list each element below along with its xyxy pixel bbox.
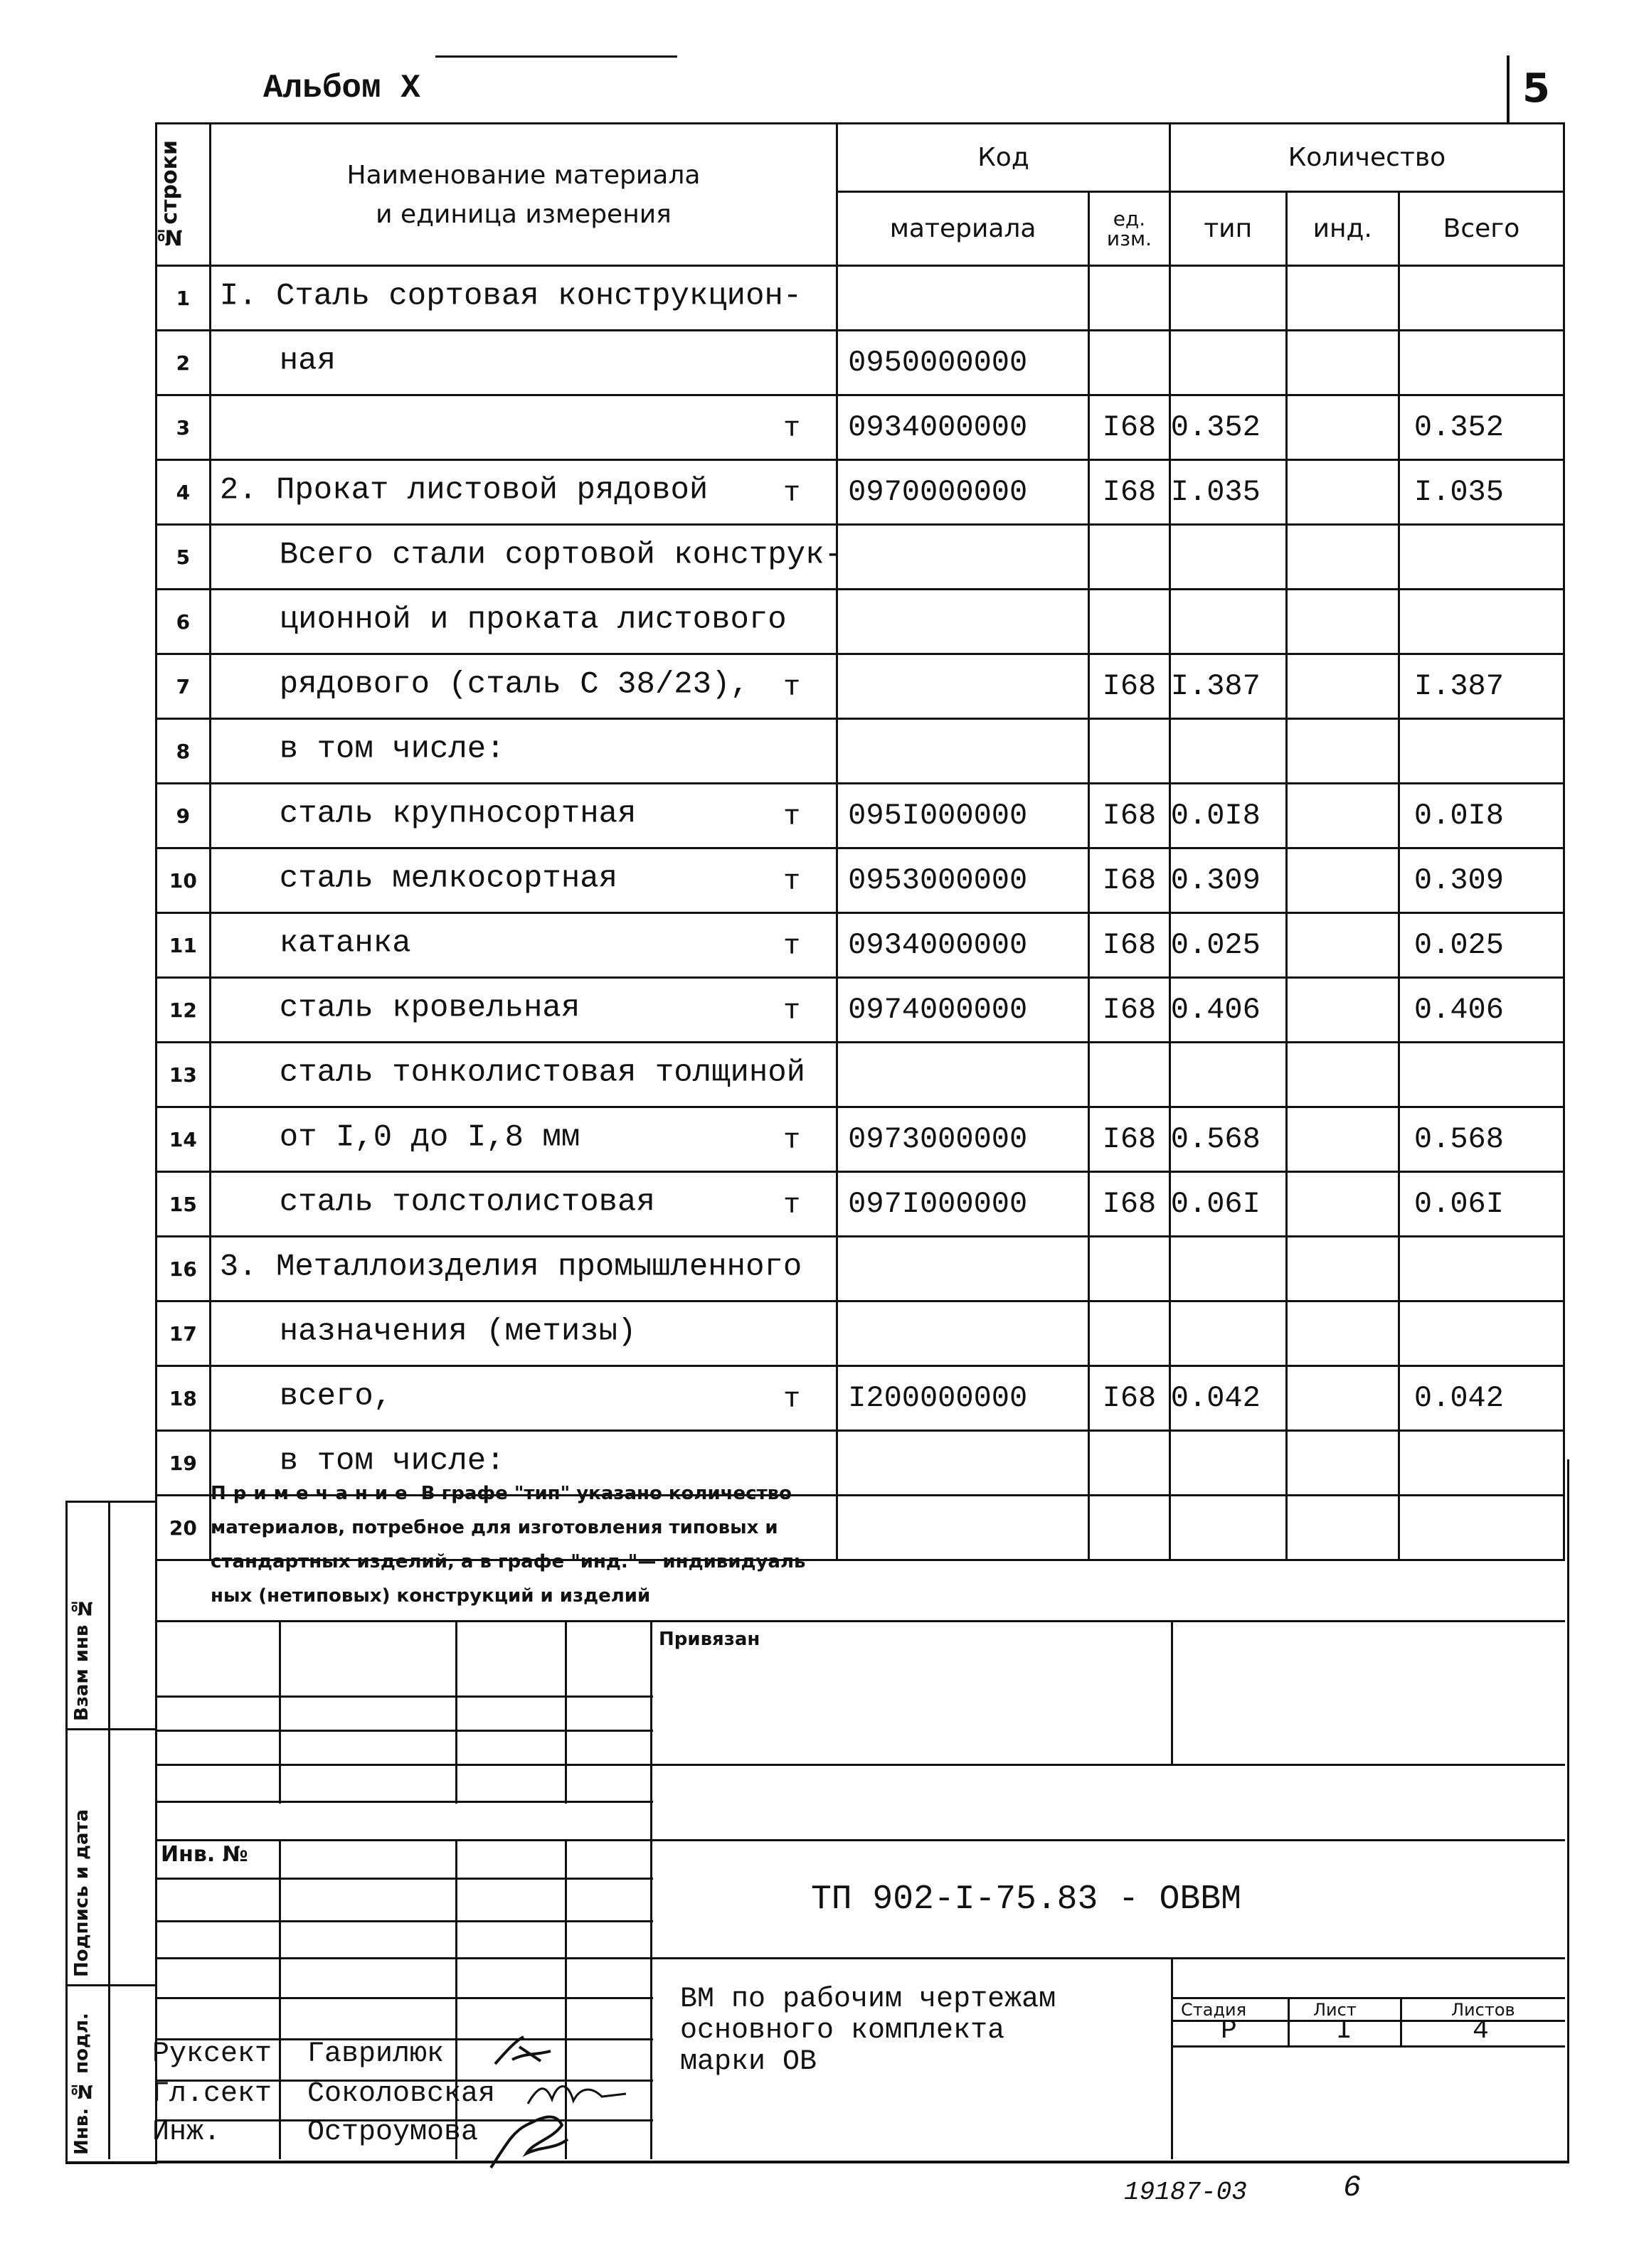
material-unit: т: [783, 412, 801, 445]
material-code: 0934000000: [837, 395, 1089, 460]
qty-ind: [1286, 978, 1399, 1043]
unit-code: I68: [1089, 1172, 1170, 1237]
qty-ind: [1286, 719, 1399, 784]
qty-tip: 0.406: [1169, 978, 1286, 1043]
table-row: [157, 654, 1564, 719]
material-name-cell: [210, 978, 837, 1043]
material-name: 2. Прокат листовой рядовой: [219, 472, 709, 509]
material-code: 097I000000: [837, 1172, 1089, 1237]
material-name-cell: [210, 525, 843, 590]
album-title: Альбом X: [263, 70, 420, 107]
qty-total: 0.406: [1399, 978, 1564, 1043]
tb-line: [1171, 1957, 1173, 2159]
top-rule: [435, 55, 677, 58]
material-code: 0953000000: [837, 848, 1089, 913]
material-code: 0974000000: [837, 978, 1089, 1043]
signature-mark-3: [484, 2104, 576, 2175]
material-code: 0970000000: [837, 460, 1089, 525]
strip-divider: [65, 1728, 155, 1730]
unit-code: [1089, 1043, 1170, 1107]
material-name-cell: [210, 1172, 837, 1237]
material-code: 0973000000: [837, 1107, 1089, 1172]
qty-ind: [1286, 1107, 1399, 1172]
qty-total: [1399, 1237, 1564, 1301]
material-name-cell: [210, 590, 837, 654]
row-number: 12: [157, 978, 211, 1043]
table-row: [157, 266, 1564, 331]
material-unit: т: [783, 930, 801, 963]
unit-code: I68: [1089, 654, 1170, 719]
material-code: 0950000000: [837, 331, 1089, 395]
table-row: [157, 784, 1564, 848]
row-number: 16: [157, 1237, 211, 1301]
tb-line: [155, 1920, 653, 1922]
qty-tip: I.035: [1169, 460, 1286, 525]
row-number: 13: [157, 1043, 211, 1107]
document-title: [680, 1984, 1056, 2078]
material-name-cell: [210, 654, 837, 719]
qty-ind: [1286, 1237, 1399, 1301]
material-unit: т: [783, 1124, 801, 1157]
document-title-line2: основного комплекта: [680, 2015, 1005, 2047]
qty-total: [1399, 1301, 1564, 1366]
stage-value: Р: [1221, 2016, 1237, 2046]
table-body: [157, 266, 1564, 1560]
signatory-role-2: Гл.сект: [152, 2078, 272, 2110]
qty-total: 0.025: [1399, 913, 1564, 978]
unit-code: [1089, 590, 1170, 654]
material-name: в том числе:: [279, 1443, 505, 1479]
material-unit: т: [783, 866, 801, 898]
header-code-material: материала: [837, 192, 1089, 266]
signature-mark-1: [491, 2031, 555, 2074]
unit-code: I68: [1089, 848, 1170, 913]
qty-tip: [1169, 525, 1286, 590]
material-name-cell: [210, 395, 837, 460]
material-code: [837, 1043, 1089, 1107]
unit-code: [1089, 266, 1170, 331]
sheets-value: 4: [1473, 2016, 1489, 2046]
tb-line: [155, 1730, 653, 1732]
row-number: 8: [157, 719, 211, 784]
sheet-number: 6: [1343, 2171, 1362, 2205]
table-row: [157, 525, 1564, 590]
material-code: [837, 590, 1089, 654]
note-line3: стандартных изделий, а в графе "инд."— индивидуаль: [211, 1551, 806, 1572]
material-name-cell: [210, 913, 837, 978]
material-name: назначения (метизы): [279, 1314, 637, 1350]
qty-ind: [1286, 266, 1399, 331]
tb-line: [155, 1764, 1565, 1766]
strip-label-signature: Подпись и дата: [71, 1809, 92, 1977]
tb-line: [650, 1620, 652, 2159]
unit-code: [1089, 1237, 1170, 1301]
tb-line: [155, 1801, 653, 1803]
row-number: 19: [157, 1431, 211, 1496]
qty-total: [1399, 590, 1564, 654]
qty-total: 0.06I: [1399, 1172, 1564, 1237]
material-name: I. Сталь сортовая конструкцион-: [219, 278, 802, 314]
qty-tip: 0.042: [1169, 1366, 1286, 1431]
table-row: [157, 1107, 1564, 1172]
material-name-cell: [210, 331, 837, 395]
note-line2: материалов, потребное для изготовления типовых и: [211, 1517, 778, 1538]
qty-ind: [1286, 525, 1399, 590]
signatory-role-1: Руксект: [152, 2038, 272, 2070]
material-name: ная: [279, 343, 336, 379]
tb-line: [155, 1878, 653, 1880]
qty-tip: 0.0I8: [1169, 784, 1286, 848]
tb-line: [565, 1620, 567, 1804]
material-code: [837, 266, 1089, 331]
table-row: [157, 331, 1564, 395]
header-qty-total: Всего: [1399, 192, 1564, 266]
material-name: катанка: [279, 925, 411, 962]
materials-table: [155, 122, 1565, 1561]
tb-line: [1171, 1620, 1173, 1764]
sheet-label: Лист: [1313, 2000, 1357, 2020]
tb-line: [279, 1839, 281, 2159]
material-name-cell: [210, 784, 837, 848]
qty-tip: 0.309: [1169, 848, 1286, 913]
material-name: сталь кровельная: [279, 990, 580, 1026]
material-name-cell: [210, 1107, 837, 1172]
material-name: сталь мелкосортная: [279, 861, 618, 897]
header-name-line2: и единица измерения: [376, 199, 672, 229]
material-code: [837, 654, 1089, 719]
qty-ind: [1286, 913, 1399, 978]
qty-ind: [1286, 784, 1399, 848]
table-row: [157, 1237, 1564, 1301]
tb-line: [1400, 1997, 1402, 2045]
header-qty-ind: инд.: [1286, 192, 1399, 266]
unit-code: I68: [1089, 784, 1170, 848]
row-number: 6: [157, 590, 211, 654]
qty-ind: [1286, 1172, 1399, 1237]
qty-total: [1399, 266, 1564, 331]
qty-tip: I.387: [1169, 654, 1286, 719]
material-name: 3. Металлоизделия промышленного: [219, 1249, 802, 1285]
qty-total: I.035: [1399, 460, 1564, 525]
note-line4: ных (нетиповых) конструкций и изделий: [211, 1585, 651, 1607]
strip-divider: [65, 1984, 155, 1986]
material-name-cell: [210, 266, 837, 331]
qty-total: 0.352: [1399, 395, 1564, 460]
table-row: [157, 1043, 1564, 1107]
material-name-cell: [210, 460, 837, 525]
qty-total: 0.042: [1399, 1366, 1564, 1431]
row-number: 3: [157, 395, 211, 460]
qty-tip: 0.352: [1169, 395, 1286, 460]
tb-line: [455, 1620, 457, 1804]
header-name: [210, 124, 837, 266]
note-line1: В графе "тип" указано количество: [420, 1483, 792, 1504]
row-number: 20: [157, 1496, 211, 1560]
header-quantity: Количество: [1169, 124, 1564, 192]
qty-tip: [1169, 266, 1286, 331]
material-unit: т: [783, 671, 801, 704]
material-code: 0934000000: [837, 913, 1089, 978]
signatory-role-3: Инж.: [152, 2117, 221, 2149]
unit-code: [1089, 719, 1170, 784]
qty-tip: 0.568: [1169, 1107, 1286, 1172]
material-name: от I,0 до I,8 мм: [279, 1119, 580, 1156]
material-name: сталь толстолистовая: [279, 1184, 655, 1220]
qty-tip: [1169, 1301, 1286, 1366]
material-name: сталь крупносортная: [279, 796, 637, 832]
material-name: Всего стали сортовой конструк-: [279, 537, 843, 573]
note-title: Примечание: [211, 1483, 415, 1504]
qty-tip: [1169, 1237, 1286, 1301]
qty-tip: [1169, 331, 1286, 395]
material-code: [837, 1301, 1089, 1366]
row-number: 17: [157, 1301, 211, 1366]
tb-line: [155, 1997, 653, 1999]
header-code: Код: [837, 124, 1170, 192]
table-row: [157, 1301, 1564, 1366]
row-number: 7: [157, 654, 211, 719]
header-row-number: [157, 124, 211, 266]
unit-code: I68: [1089, 1107, 1170, 1172]
header-code-unit: ед. изм.: [1089, 192, 1170, 266]
material-unit: т: [783, 477, 801, 510]
material-name: рядового (сталь С 38/23),: [279, 666, 749, 703]
unit-code: [1089, 331, 1170, 395]
header-row-number-label: №строки: [157, 139, 182, 250]
header-name-line1: Наименование материала: [346, 160, 701, 190]
table-row: [157, 978, 1564, 1043]
tb-line: [455, 1839, 457, 2159]
inv-no-label: Инв. №: [161, 1842, 248, 1867]
unit-code: I68: [1089, 395, 1170, 460]
sheets-label: Листов: [1451, 2000, 1515, 2020]
table-row: [157, 590, 1564, 654]
qty-ind: [1286, 654, 1399, 719]
signatory-name-2: Соколовская: [307, 2078, 496, 2110]
row-number: 5: [157, 525, 211, 590]
material-code: I200000000: [837, 1366, 1089, 1431]
row-number: 9: [157, 784, 211, 848]
document-title-line3: марки ОВ: [680, 2046, 817, 2078]
row-number: 1: [157, 266, 211, 331]
table-row: [157, 848, 1564, 913]
note: [211, 1476, 993, 1613]
table-row: [157, 719, 1564, 784]
document-title-line1: ВМ по рабочим чертежам: [680, 1984, 1056, 2016]
row-number: 14: [157, 1107, 211, 1172]
qty-ind: [1286, 590, 1399, 654]
qty-ind: [1286, 1366, 1399, 1431]
stage-label: Стадия: [1181, 2000, 1247, 2020]
bound-label: Привязан: [659, 1629, 760, 1650]
qty-total: I.387: [1399, 654, 1564, 719]
material-name-cell: [210, 1366, 837, 1431]
archive-number: 19187-03: [1124, 2178, 1247, 2207]
material-name: всего,: [279, 1378, 393, 1415]
table-row: [157, 395, 1564, 460]
tb-line: [155, 1620, 1565, 1622]
qty-ind: [1286, 1301, 1399, 1366]
qty-total: 0.568: [1399, 1107, 1564, 1172]
strip-label-replacement: Взам инв №: [71, 1597, 92, 1721]
row-number: 10: [157, 848, 211, 913]
material-name-cell: [210, 1043, 837, 1107]
tb-line: [155, 1957, 1565, 1959]
tb-line: [155, 1695, 653, 1698]
unit-code: [1089, 1301, 1170, 1366]
material-unit: т: [783, 1383, 801, 1416]
material-name-cell: [210, 719, 837, 784]
unit-code: [1089, 525, 1170, 590]
qty-tip: 0.025: [1169, 913, 1286, 978]
table-row: [157, 913, 1564, 978]
material-unit: т: [783, 801, 801, 834]
row-number: 2: [157, 331, 211, 395]
sheet-value: I: [1336, 2016, 1352, 2046]
material-name: в том числе:: [279, 731, 505, 767]
unit-code: I68: [1089, 460, 1170, 525]
material-name: сталь тонколистовая толщиной: [279, 1055, 806, 1091]
row-number: 18: [157, 1366, 211, 1431]
material-unit: т: [783, 1189, 801, 1222]
material-code: [837, 1237, 1089, 1301]
table-row: [157, 1172, 1564, 1237]
tb-line: [1288, 1997, 1290, 2045]
qty-tip: [1169, 590, 1286, 654]
material-name-cell: [210, 1237, 837, 1301]
tb-line: [1171, 1997, 1565, 1999]
qty-total: [1399, 719, 1564, 784]
unit-code: I68: [1089, 913, 1170, 978]
material-name-cell: [210, 848, 837, 913]
material-code: [837, 719, 1089, 784]
tb-line: [155, 1839, 1565, 1841]
unit-code: I68: [1089, 1366, 1170, 1431]
qty-ind: [1286, 848, 1399, 913]
qty-total: [1399, 525, 1564, 590]
strip-inner-line: [108, 1501, 110, 2159]
signatory-name-3: Остроумова: [307, 2117, 479, 2149]
document-code: ТП 902-I-75.83 - ОВВМ: [811, 1880, 1241, 1919]
table-row: [157, 460, 1564, 525]
qty-ind: [1286, 460, 1399, 525]
material-unit: т: [783, 995, 801, 1028]
qty-total: [1399, 331, 1564, 395]
tb-line: [279, 1620, 281, 1804]
qty-tip: [1169, 1043, 1286, 1107]
qty-tip: 0.06I: [1169, 1172, 1286, 1237]
table-row: [157, 1366, 1564, 1431]
qty-ind: [1286, 1043, 1399, 1107]
material-code: 095I000000: [837, 784, 1089, 848]
qty-total: 0.0I8: [1399, 784, 1564, 848]
qty-tip: [1169, 719, 1286, 784]
qty-total: 0.309: [1399, 848, 1564, 913]
qty-ind: [1286, 395, 1399, 460]
unit-code: I68: [1089, 978, 1170, 1043]
row-number: 15: [157, 1172, 211, 1237]
header-qty-tip: тип: [1169, 192, 1286, 266]
row-number: 4: [157, 460, 211, 525]
qty-ind: [1286, 331, 1399, 395]
material-name: ционной и проката листового: [279, 602, 787, 638]
strip-label-inventory: Инв. № подл.: [71, 2013, 92, 2155]
material-code: [837, 525, 1089, 590]
qty-total: [1399, 1043, 1564, 1107]
page-number: 5: [1522, 65, 1550, 112]
signatory-name-1: Гаврилюк: [307, 2038, 445, 2070]
material-name-cell: [210, 1301, 837, 1366]
row-number: 11: [157, 913, 211, 978]
